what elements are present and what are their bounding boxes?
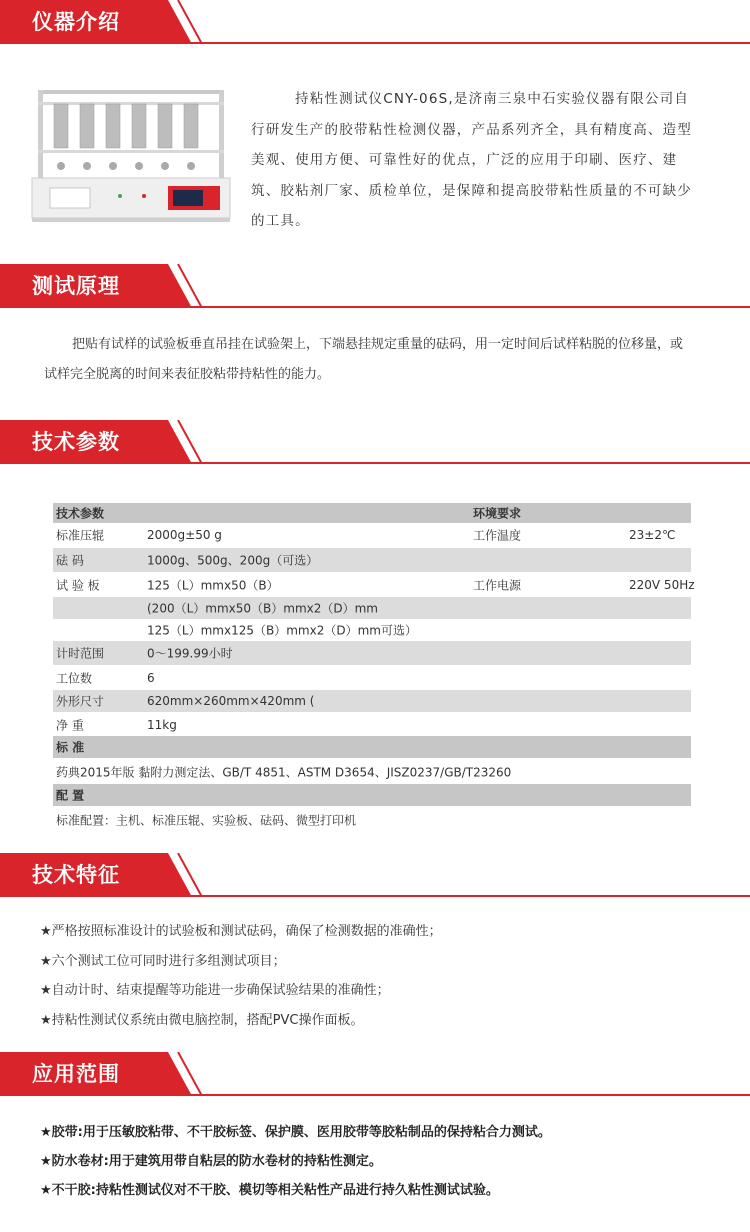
spec-label: 试 验 板: [56, 578, 100, 593]
spec-row-plate-2: [53, 597, 691, 619]
spec-value: 药典2015年版 黏附力测定法、GB/T 4851、ASTM D3654、JISZ0237/GB/T23260: [56, 765, 512, 780]
section-title: 技术特征: [32, 863, 120, 887]
intro-text: 持粘性测试仪CNY-06S,是济南三泉中石实验仪器有限公司自行研发生产的胶带粘性检测仪器，产品系列齐全，具有精度高、造型美观、使用方便、可靠性好的优点，广泛的应用于印刷、医疗、建筑、胶粘剂厂家、质检单位，是保障和提高胶带粘性质量的不可缺少的工具。: [251, 91, 692, 229]
spec-value: 220V 50Hz: [629, 578, 695, 592]
spec-head-left: 技术参数: [56, 506, 105, 521]
spec-row-standard-head: [53, 736, 691, 758]
spec-value: 6: [147, 671, 155, 685]
principle-text: 把贴有试样的试验板垂直吊挂在试验架上，下端悬挂规定重量的砝码，用一定时间后试样粘脱的位移量，或试样完全脱离的时间来表征胶粘带持粘性的能力。: [44, 337, 684, 382]
section-title: 应用范围: [32, 1062, 120, 1086]
application-key: ★防水卷材: [40, 1154, 104, 1169]
spec-row-size: [53, 690, 691, 712]
spec-label: 外形尺寸: [56, 694, 105, 709]
spec-value: 125（L）mmx125（B）mmx2（D）mm可选）: [147, 623, 417, 638]
device-image: [20, 84, 240, 229]
application-value: :用于压敏胶粘带、不干胶标签、保护膜、医用胶带等胶粘制品的保持粘合力测试。: [77, 1125, 551, 1140]
spec-value: (200（L）mmx50（B）mmx2（D）mm: [147, 601, 378, 616]
spec-row-roller: [53, 523, 691, 547]
section-header-params: [0, 420, 750, 464]
feature-item: ★自动计时、结束提醒等功能进一步确保试验结果的准确性；: [40, 983, 390, 998]
spec-label: 工位数: [56, 671, 93, 686]
spec-label: 配 置: [56, 788, 85, 803]
spec-value: 125（L）mmx50（B）: [147, 578, 279, 593]
feature-item: ★严格按照标准设计的试验板和测试砝码，确保了检测数据的准确性；: [40, 924, 442, 939]
application-value: :持粘性测试仪对不干胶、模切等相关粘性产品进行持久粘性测试试验。: [90, 1183, 499, 1198]
section-header-applications: [0, 1052, 750, 1096]
spec-row-timer: [53, 641, 691, 665]
spec-label: 砝 码: [56, 553, 84, 568]
section-header-features: [0, 853, 750, 897]
spec-label: 净 重: [56, 718, 84, 733]
feature-item: ★六个测试工位可同时进行多组测试项目；: [40, 954, 286, 969]
spec-row-config: [53, 808, 691, 832]
section-header-intro: [0, 0, 750, 44]
spec-label: 标 准: [56, 740, 85, 755]
spec-row-config-head: [53, 784, 691, 806]
spec-head-right: 环境要求: [473, 506, 522, 521]
spec-label: 标准压辊: [56, 528, 105, 543]
application-item: [40, 1150, 382, 1169]
spec-head-row: [53, 503, 691, 523]
application-key: ★不干胶: [40, 1183, 91, 1198]
feature-item: ★持粘性测试仪系统由微电脑控制，搭配PVC操作面板。: [40, 1013, 364, 1028]
section-title: 测试原理: [32, 274, 120, 298]
section-title: 技术参数: [32, 430, 120, 454]
application-item: [40, 1121, 551, 1140]
spec-row-net: [53, 713, 691, 737]
spec-value: 0～199.99小时: [147, 646, 233, 661]
spec-row-stations: [53, 666, 691, 690]
spec-label: 计时范围: [56, 646, 105, 661]
spec-label: 工作温度: [473, 528, 522, 543]
application-value: :用于建筑用带自粘层的防水卷材的持粘性测定。: [103, 1154, 382, 1169]
spec-value: 1000g、500g、200g（可选）: [147, 553, 319, 568]
application-key: ★胶带: [40, 1125, 78, 1140]
section-title: 仪器介绍: [32, 10, 120, 34]
spec-value: 标准配置：主机、标准压辊、实验板、砝码、微型打印机: [56, 813, 357, 828]
spec-value: 620mm×260mm×420mm (: [147, 694, 315, 708]
spec-row-plate: [53, 573, 695, 597]
application-item: [40, 1179, 499, 1198]
spec-value: 11kg: [147, 718, 177, 732]
spec-value: 2000g±50 g: [147, 528, 222, 542]
section-header-principle: [0, 264, 750, 308]
spec-label: 工作电源: [473, 578, 522, 593]
spec-value: 23±2℃: [629, 528, 676, 542]
spec-row-plate-3: [53, 619, 691, 641]
spec-row-standard: [53, 760, 691, 784]
spec-row-weight: [53, 548, 691, 572]
